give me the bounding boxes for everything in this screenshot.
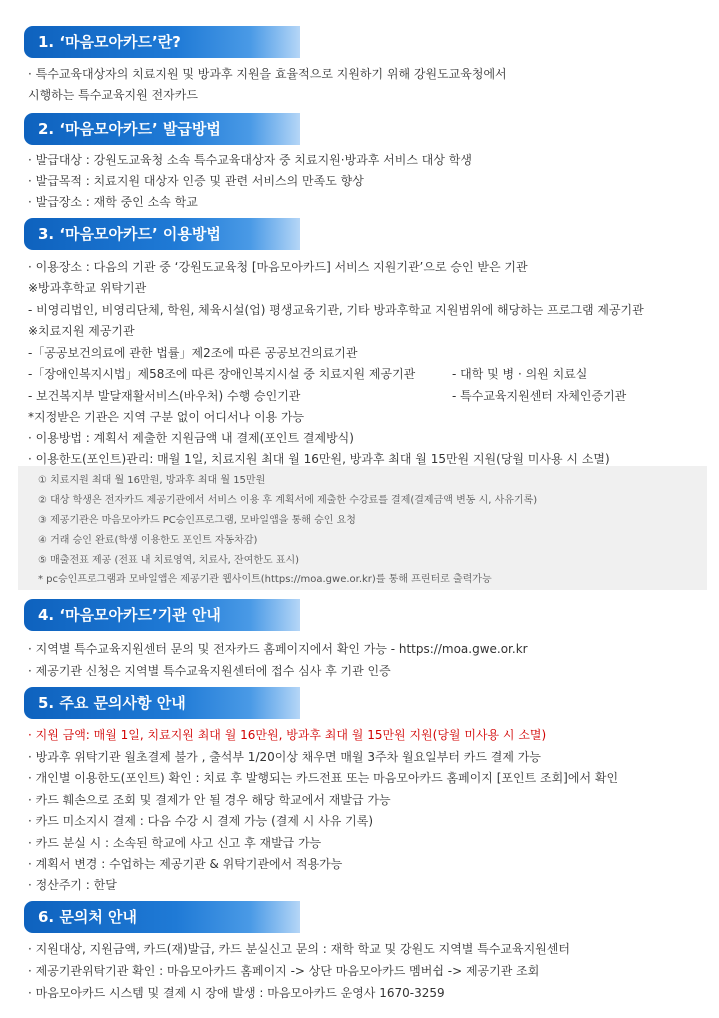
s5-line-4: · 카드 훼손으로 조회 및 결제가 안 될 경우 해당 학교에서 재발급 가능 — [28, 793, 391, 807]
note-3: ③ 제공기관은 마음모아카드 PC승인프로그램, 모바일앱을 통해 승인 요청 — [38, 515, 356, 526]
section-3-header: 3. ‘마음모아카드’ 이용방법 — [24, 218, 300, 250]
section-1-header: 1. ‘마음모아카드’란? — [24, 26, 300, 58]
s5-line-2: · 방과후 위탁기관 월초결제 불가 , 출석부 1/20이상 채우면 매월 3주차 월요일부터 카드 결제 가능 — [28, 750, 541, 764]
s2-line-2: · 발급목적 : 치료지원 대상자 인증 및 관련 서비스의 만족도 향상 — [28, 174, 364, 188]
s5-line-7: · 계획서 변경 : 수업하는 제공기관 & 위탁기관에서 적용가능 — [28, 857, 343, 871]
s2-line-3: · 발급장소 : 재학 중인 소속 학교 — [28, 195, 198, 209]
s3-line-6: -「장애인복지시법」제58조에 따른 장애인복지시설 중 치료지원 제공기관 — [28, 367, 416, 381]
note-1: ① 치료지원 최대 월 16만원, 방과후 최대 월 15만원 — [38, 475, 266, 486]
section-2-header: 2. ‘마음모아카드’ 발급방법 — [24, 113, 300, 145]
s5-line-8: · 정산주기 : 한달 — [28, 878, 117, 892]
s2-line-1: · 발급대상 : 강원도교육청 소속 특수교육대상자 중 치료지원·방과후 서비스 대상 학생 — [28, 153, 472, 167]
section-5-header: 5. 주요 문의사항 안내 — [24, 687, 300, 719]
s5-line-3: · 개인별 이용한도(포인트) 확인 : 치료 후 발행되는 카드전표 또는 마음모아카드 홈페이지 [포인트 조회]에서 확인 — [28, 771, 619, 785]
s4-line-2: · 제공기관 신청은 지역별 특수교육지원센터에 접수 심사 후 기관 인증 — [28, 664, 391, 678]
s1-line-2: 시행하는 특수교육지원 전자카드 — [28, 88, 198, 102]
s1-line-1: · 특수교육대상자의 치료지원 및 방과후 지원을 효율적으로 지원하기 위해 강원도교육청에서 — [28, 67, 507, 81]
section-4-header: 4. ‘마음모아카드’기관 안내 — [24, 599, 300, 631]
s3-line-7: - 보건복지부 발달재활서비스(바우처) 수행 승인기관 — [28, 389, 301, 403]
s6-line-2: · 제공기관위탁기관 확인 : 마음모아카드 홈페이지 -> 상단 마음모아카드 멤버쉽 -> 제공기관 조회 — [28, 964, 540, 978]
s3-line-2: ※방과후학교 위탁기관 — [28, 281, 147, 295]
s5-line-6: · 카드 분실 시 : 소속된 학교에 사고 신고 후 재발급 가능 — [28, 836, 322, 850]
s3-col2-line-1: - 대학 및 병 · 의원 치료실 — [452, 367, 588, 381]
s3-col2-line-2: - 특수교육지원센터 자체인증기관 — [452, 389, 627, 403]
s5-line-1: · 지원 금액: 매월 1일, 치료지원 최대 월 16만원, 방과후 최대 월 15만원 지원(당월 미사용 시 소멸) — [28, 728, 547, 742]
s3-line-1: · 이용장소 : 다음의 기관 중 ‘강원도교육청 [마음모아카드] 서비스 지원기관’으로 승인 받은 기관 — [28, 260, 528, 274]
s5-line-5: · 카드 미소지시 결제 : 다음 수강 시 결제 가능 (결제 시 사유 기록) — [28, 814, 374, 828]
s6-line-3: · 마음모아카드 시스템 및 결제 시 장애 발생 : 마음모아카드 운영사 1670-3259 — [28, 986, 445, 1000]
s3-line-5: -「공공보건의료에 관한 법률」제2조에 따른 공공보건의료기관 — [28, 346, 358, 360]
s3-line-4: ※치료지원 제공기관 — [28, 324, 135, 338]
note-6: * pc승인프로그램과 모바일앱은 제공기관 웹사이트(https://moa.gwe.or.kr)를 통해 프린터로 출력가능 — [38, 574, 492, 585]
note-2: ② 대상 학생은 전자카드 제공기관에서 서비스 이용 후 계획서에 제출한 수강료를 결제(결제금액 변동 시, 사유기록) — [38, 495, 538, 506]
section-6-header: 6. 문의처 안내 — [24, 901, 300, 933]
s3-line-9: · 이용방법 : 계획서 제출한 지원금액 내 결제(포인트 결제방식) — [28, 431, 354, 445]
s6-line-1: · 지원대상, 지원금액, 카드(재)발급, 카드 분실신고 문의 : 재학 학교 및 강원도 지역별 특수교육지원센터 — [28, 942, 570, 956]
note-4: ④ 거래 승인 완료(학생 이용한도 포인트 자동차감) — [38, 535, 258, 546]
note-5: ⑤ 매출전표 제공 (전표 내 치료영역, 치료사, 잔여한도 표시) — [38, 555, 300, 566]
s3-line-10: · 이용한도(포인트)관리: 매월 1일, 치료지원 최대 월 16만원, 방과후 최대 월 15만원 지원(당월 미사용 시 소멸) — [28, 452, 610, 466]
s4-line-1: · 지역별 특수교육지원센터 문의 및 전자카드 홈페이지에서 확인 가능 - https://moa.gwe.or.kr — [28, 642, 528, 656]
s3-line-8: *지정받은 기관은 지역 구분 없이 어디서나 이용 가능 — [28, 410, 305, 424]
s3-line-3: - 비영리법인, 비영리단체, 학원, 체육시설(업) 평생교육기관, 기타 방과후학교 지원범위에 해당하는 프로그램 제공기관 — [28, 303, 644, 317]
